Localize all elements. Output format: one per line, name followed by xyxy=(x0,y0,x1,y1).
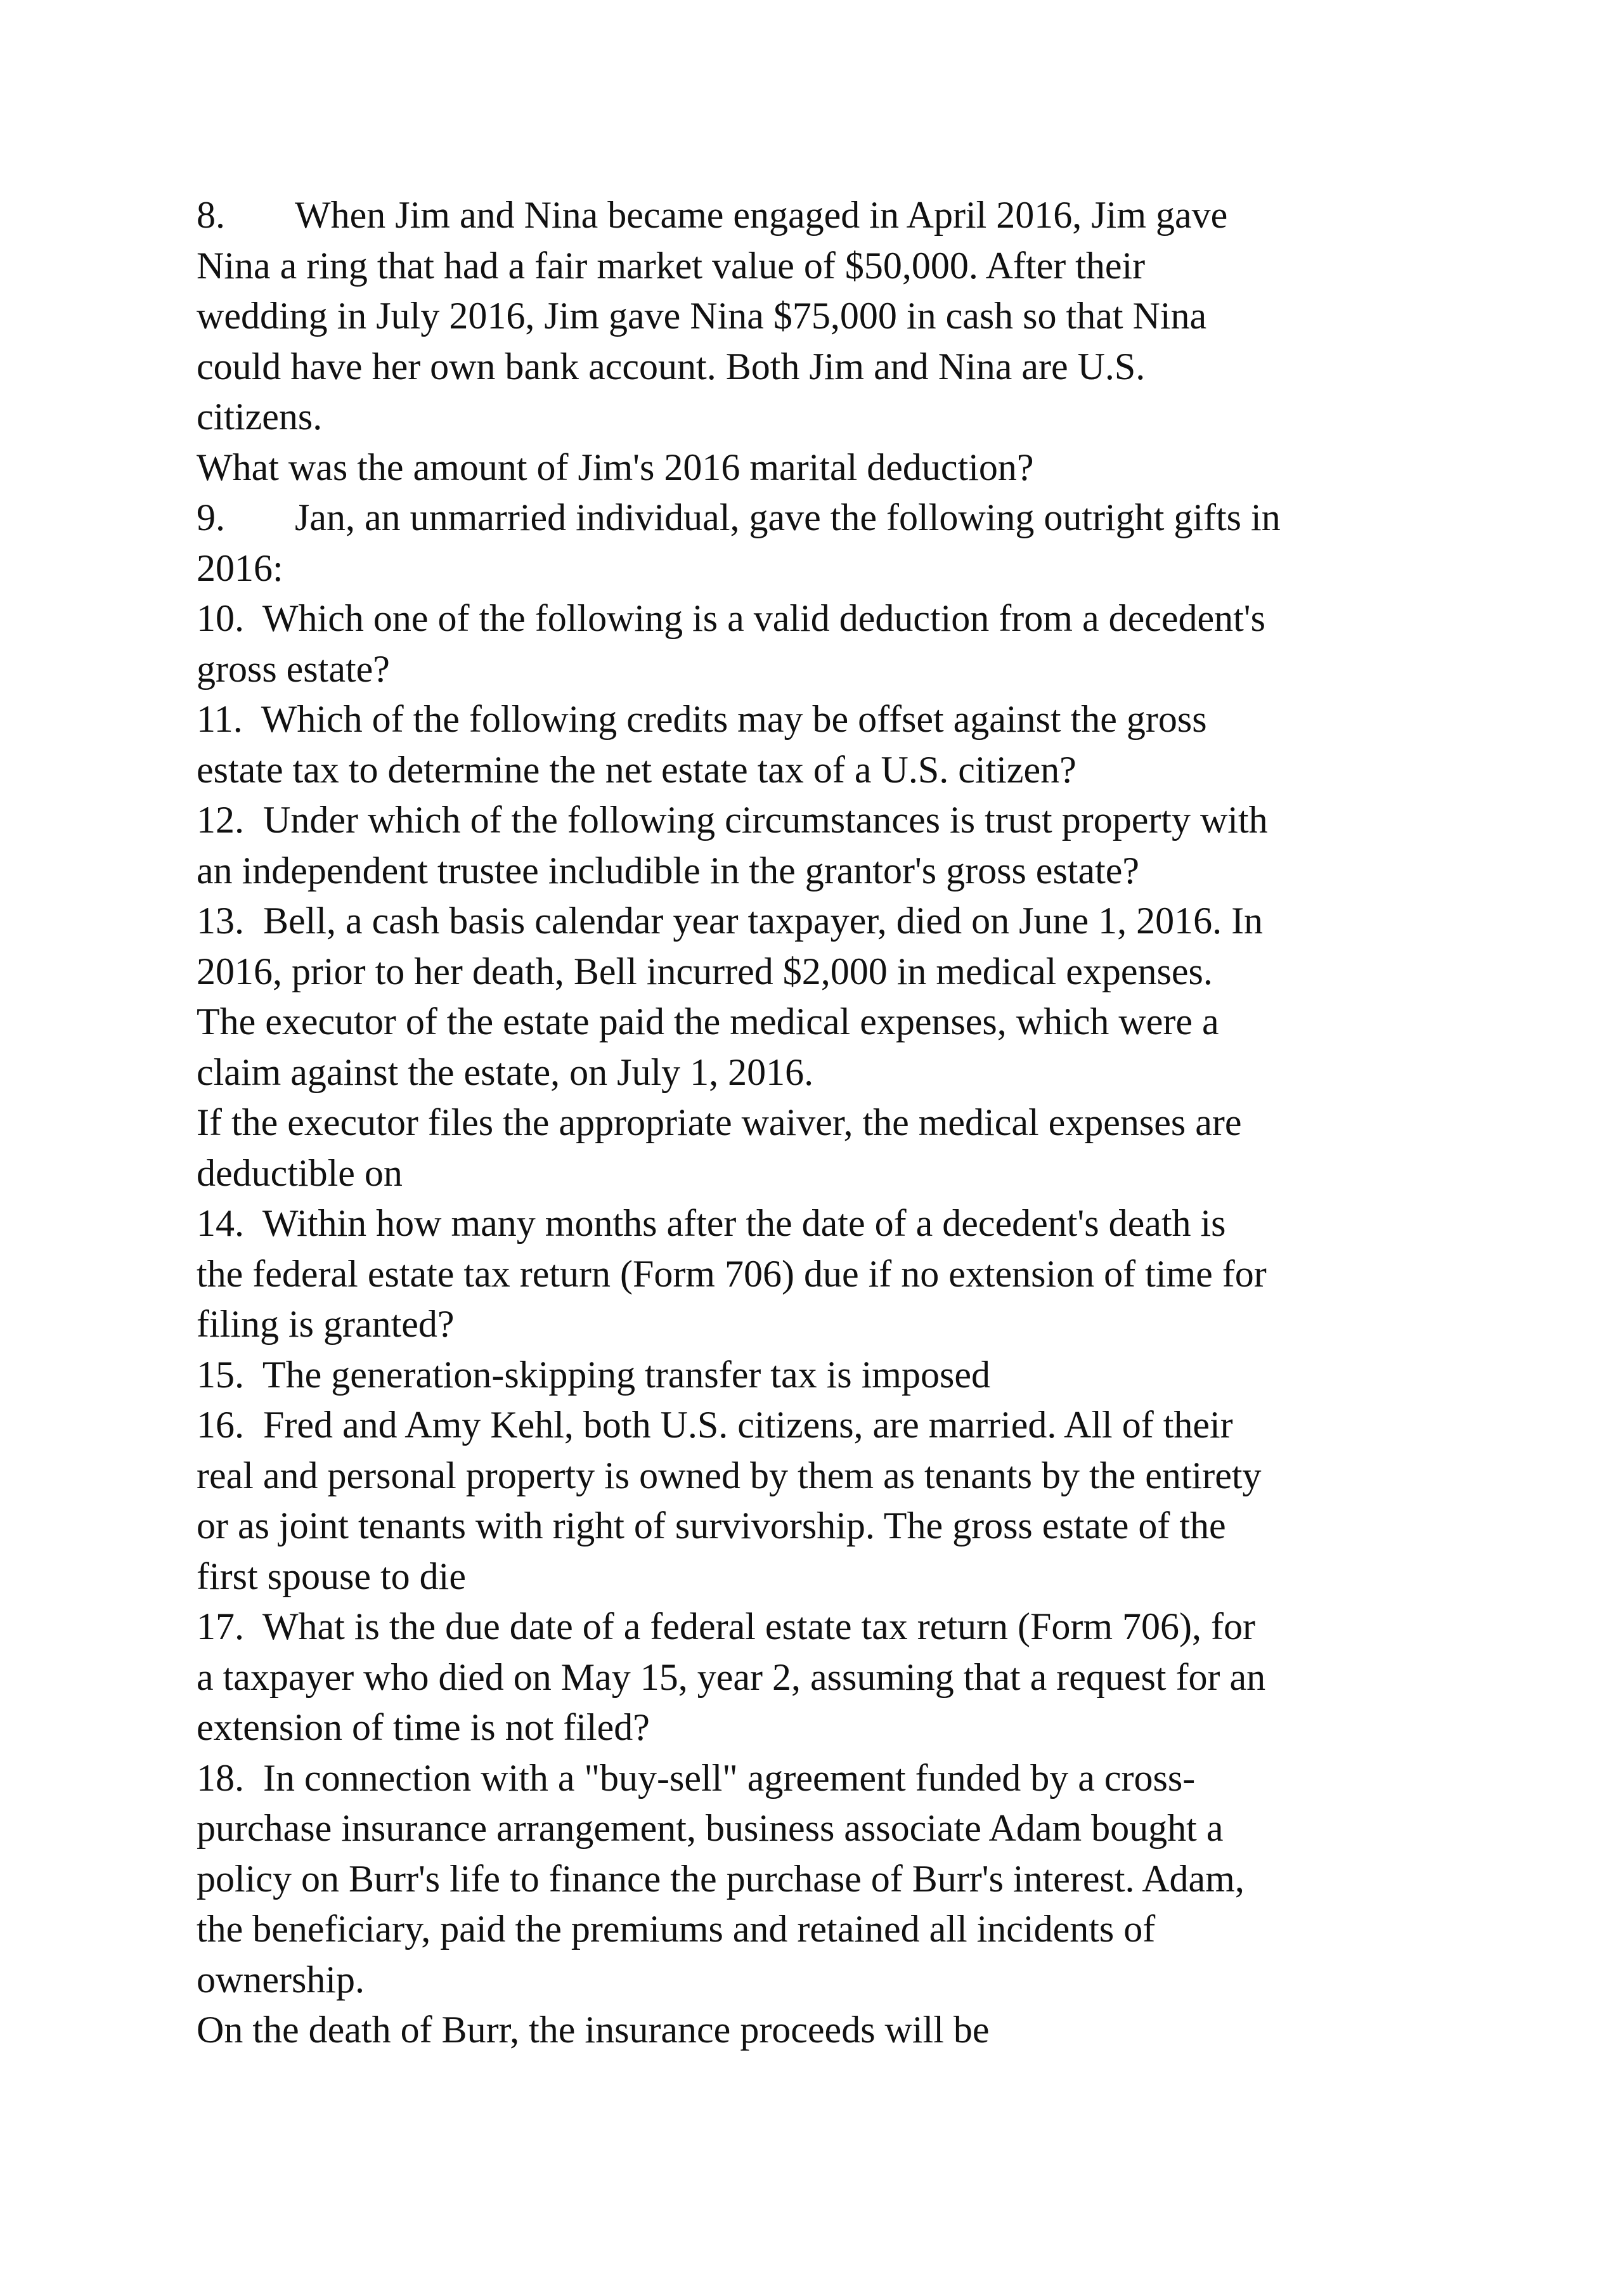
question-number: 10. xyxy=(197,597,244,639)
question-line: deductible on xyxy=(197,1151,403,1194)
question-8 xyxy=(197,190,1471,493)
question-line: claim against the estate, on July 1, 2016. xyxy=(197,1051,814,1093)
question-line: On the death of Burr, the insurance proceeds will be xyxy=(197,2009,990,2051)
question-11 xyxy=(197,694,1471,795)
question-line: 2016: xyxy=(197,547,283,589)
question-line: the beneficiary, paid the premiums and retained all incidents of xyxy=(197,1908,1156,1950)
question-number: 12. xyxy=(197,799,244,841)
question-14 xyxy=(197,1198,1471,1350)
document-page xyxy=(197,190,1471,2056)
question-line: the federal estate tax return (Form 706) due if no extension of time for xyxy=(197,1252,1267,1295)
question-number: 9. xyxy=(197,496,225,538)
question-line: first spouse to die xyxy=(197,1555,466,1597)
question-line: 8. When Jim and Nina became engaged in April 2016, Jim gave xyxy=(197,190,1471,241)
question-15 xyxy=(197,1350,1471,1401)
question-16 xyxy=(197,1400,1471,1602)
question-number: 18. xyxy=(197,1756,244,1799)
question-line: 17. What is the due date of a federal estate tax return (Form 706), for xyxy=(197,1602,1471,1652)
question-number: 8. xyxy=(197,194,225,236)
question-line: policy on Burr's life to finance the purchase of Burr's interest. Adam, xyxy=(197,1857,1245,1900)
question-line: The executor of the estate paid the medical expenses, which were a xyxy=(197,1001,1219,1042)
question-line: purchase insurance arrangement, business associate Adam bought a xyxy=(197,1807,1224,1849)
question-line: a taxpayer who died on May 15, year 2, assuming that a request for an xyxy=(197,1656,1266,1698)
question-12 xyxy=(197,795,1471,896)
question-line: extension of time is not filed? xyxy=(197,1706,650,1748)
question-line: 11. Which of the following credits may be offset against the gross xyxy=(197,694,1471,745)
question-17 xyxy=(197,1602,1471,1753)
question-number: 16. xyxy=(197,1404,244,1446)
question-line: or as joint tenants with right of survivorship. The gross estate of the xyxy=(197,1505,1226,1547)
question-line: gross estate? xyxy=(197,647,390,690)
question-13 xyxy=(197,896,1471,1198)
question-number: 17. xyxy=(197,1605,244,1647)
question-number: 14. xyxy=(197,1202,244,1244)
question-number: 13. xyxy=(197,900,244,942)
question-line: 13. Bell, a cash basis calendar year taxpayer, died on June 1, 2016. In xyxy=(197,896,1471,947)
question-line: 2016, prior to her death, Bell incurred $2,000 in medical expenses. xyxy=(197,950,1213,992)
question-10 xyxy=(197,593,1471,694)
question-line: real and personal property is owned by them as tenants by the entirety xyxy=(197,1454,1262,1496)
question-line: 15. The generation-skipping transfer tax is imposed xyxy=(197,1350,1471,1401)
question-line: 9. Jan, an unmarried individual, gave the following outright gifts in xyxy=(197,493,1471,543)
question-18 xyxy=(197,1753,1471,2056)
question-line: If the executor files the appropriate waiver, the medical expenses are xyxy=(197,1101,1242,1143)
question-line: ownership. xyxy=(197,1958,365,2001)
question-line: could have her own bank account. Both Jim and Nina are U.S. xyxy=(197,345,1146,387)
question-line: an independent trustee includible in the grantor's gross estate? xyxy=(197,849,1140,892)
question-line: 16. Fred and Amy Kehl, both U.S. citizens, are married. All of their xyxy=(197,1400,1471,1451)
question-line: 12. Under which of the following circumstances is trust property with xyxy=(197,795,1471,846)
question-line: wedding in July 2016, Jim gave Nina $75,000 in cash so that Nina xyxy=(197,295,1207,337)
question-line: Nina a ring that had a fair market value of $50,000. After their xyxy=(197,244,1146,287)
question-line: What was the amount of Jim's 2016 marital deduction? xyxy=(197,446,1034,488)
question-line: 14. Within how many months after the date of a decedent's death is xyxy=(197,1198,1471,1249)
question-line: estate tax to determine the net estate tax of a U.S. citizen? xyxy=(197,748,1077,791)
question-line: 18. In connection with a "buy-sell" agreement funded by a cross- xyxy=(197,1753,1471,1804)
question-9 xyxy=(197,493,1471,593)
question-number: 11. xyxy=(197,698,243,740)
question-line: filing is granted? xyxy=(197,1303,455,1345)
question-number: 15. xyxy=(197,1353,244,1396)
question-line: citizens. xyxy=(197,396,323,438)
question-line: 10. Which one of the following is a valid deduction from a decedent's xyxy=(197,593,1471,644)
